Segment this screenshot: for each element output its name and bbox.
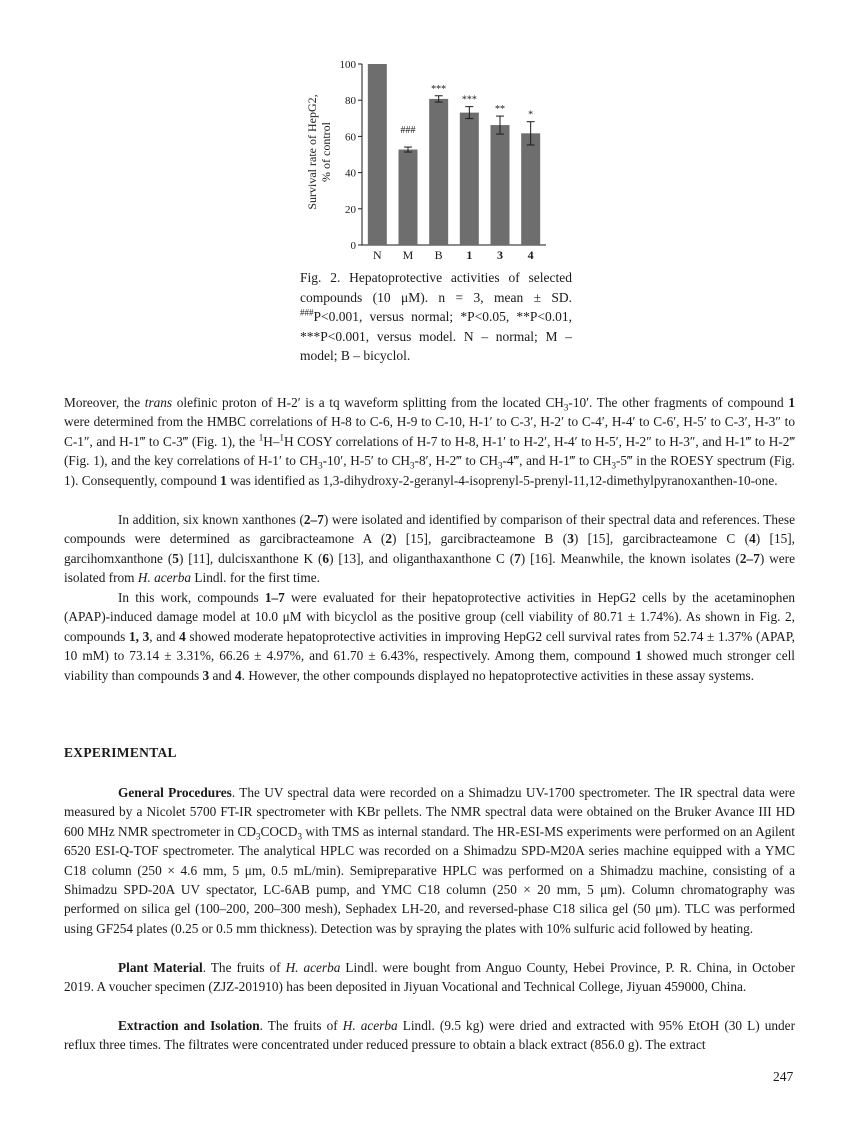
text-run: ) [11], dulcisxanthone K ( — [178, 550, 323, 566]
significance-label: ### — [400, 125, 416, 137]
bar — [368, 64, 387, 245]
species-name: H. acerba — [137, 570, 192, 586]
superscript: 1 — [258, 432, 264, 443]
paragraph-1 — [64, 393, 795, 490]
caption-line: ***P<0.001, versus model. N – normal; — [300, 328, 538, 344]
text-run: -5‴ in the ROESY spectrum (Fig. 1). Consequently, compound — [64, 453, 795, 488]
y-tick-label: 0 — [350, 240, 356, 252]
bar — [429, 99, 448, 245]
significance-label: *** — [461, 94, 477, 106]
compound-number: 3 — [202, 667, 210, 683]
y-tick-label: 40 — [345, 167, 356, 180]
x-category-label: 4 — [527, 248, 534, 262]
paragraph-general-procedures — [64, 783, 795, 938]
superscript: 1 — [279, 432, 284, 443]
text-run: . The fruits of — [259, 1018, 343, 1033]
subscript: 3 — [563, 402, 569, 413]
subscript: 3 — [256, 831, 261, 842]
text-run: olefinic proton of H-2′ is a tq waveform splitting from the located CH — [172, 395, 564, 410]
text-run: was identified as 1,3-dihydroxy-2-geranyl-4-isoprenyl-5-prenyl-11,12-dimethylpyranoxanthen-10-one. — [226, 472, 778, 488]
text-run: Lindl. (9.5 kg) were dried and extracted with 95% EtOH (30 L) under reflux three times. The filtrates were concentrated under reduced pressure to obtain a black extract (856.0 g). The extract — [64, 1018, 795, 1053]
compound-number: 2 — [385, 531, 392, 547]
text-run: H– — [263, 433, 280, 449]
subscript: 3 — [410, 460, 415, 471]
paragraph-3 — [64, 588, 795, 685]
text-run: with TMS as internal standard. The HR-ESI-MS experiments were performed on an Agilent 6520 ESI-Q-TOF spectrometer. The analytical HPLC was recorded on a Shimadzu SPD-M20A series machine equipped with a YMC C18 column (250 × 4.6 mm, 5 μm, 0.5 mL/min). Semipreparative HPLC was performed on a Shimadzu machine, consisting of a Shimadzu SPD-20A UV spectator, LC-6AB pump, and YMC C18 column (250 × 20 mm, 5 μm). Column chromatography was performed on silica gel (100–200, 200–300 mesh), Sephadex LH-20, and reversed-phase C18 silica gel (50 μm). TLC was performed using GF254 plates (0.25 or 0.5 mm thickness). Detection was by spraying the plates with 10% sulfuric acid followed by heating. — [64, 823, 795, 936]
x-category-label: 1 — [466, 248, 473, 262]
text-run: Moreover, the — [64, 395, 145, 410]
x-category-label: N — [372, 248, 382, 262]
bar — [491, 125, 510, 245]
compound-number: 5 — [172, 550, 179, 566]
y-tick-label: 20 — [345, 203, 356, 216]
compound-number: 1 — [635, 648, 642, 664]
caption-line: P<0.001, versus normal; *P<0.05, **P<0.01, — [313, 309, 572, 324]
y-tick-label: 100 — [339, 59, 356, 71]
paragraph-plant-material — [64, 958, 795, 997]
compound-number: 2–7 — [303, 512, 324, 527]
compound-number: 1–7 — [264, 590, 285, 605]
significance-label: *** — [431, 83, 447, 95]
y-tick-label: 60 — [345, 131, 356, 144]
text-run: ) were isolated from — [64, 550, 795, 586]
compound-number: 4 — [179, 628, 186, 644]
text-run: H COSY correlations of H-7 to H-8, H-1′ to H-2′, H-4′ to H-5′, H-2″ to H-3″, and H-1‴ to H-2‴ (Fig. 1), and the key correlations of H-1′ to CH — [64, 433, 795, 469]
text-run: ) [15], garcibracteamone C ( — [573, 531, 750, 547]
text-run: -10′. The other fragments of compound — [568, 395, 789, 410]
page-number: 247 — [773, 1069, 794, 1084]
caption-line: Fig. 2. Hepatoprotective activities of selected — [300, 270, 572, 285]
text-run: . The fruits of — [202, 960, 286, 975]
bar — [460, 113, 479, 245]
text-run: ) [15], garcibracteamone B ( — [392, 531, 568, 547]
paragraph-extraction-isolation — [64, 1016, 795, 1055]
text-run: ) [15], garcihomxanthone ( — [64, 531, 795, 566]
text-run: , and — [149, 628, 180, 644]
y-axis-ticks — [340, 59, 363, 252]
text-run: ) [13], and oliganthaxanthone C ( — [329, 550, 515, 566]
text-run: ) [16]. Meanwhile, the known isolates ( — [520, 550, 740, 566]
bars — [368, 64, 540, 245]
x-category-label: B — [434, 248, 443, 262]
caption-sup: ### — [300, 307, 314, 318]
subscript: 3 — [318, 460, 323, 471]
subscript: 3 — [498, 460, 503, 471]
text-run: were determined from the HMBC correlations of H-8 to C-6, H-9 to C-10, H-1′ to C-3′, H-2′ to C-4′, H-4′ to C-6′, H-5′ to C-3′, H-3″ to C-1″, and H-1‴ to C-3‴ (Fig. 1), the — [64, 414, 795, 449]
subscript: 3 — [297, 831, 302, 842]
x-category-label: 3 — [497, 248, 503, 262]
text-run: Lindl. were bought from Anguo County, Hebei Province, P. R. China, in October 2019. A voucher specimen (ZJZ-201910) has been deposited in Jiyuan Vocational and Technical College, Jiyuan 459000, China. — [64, 960, 795, 995]
section-heading: EXPERIMENTAL — [64, 745, 177, 760]
caption-line: compounds (10 μM). n = 3, mean ± SD. — [300, 289, 572, 305]
caption-line: M – model; B – bicyclol. — [300, 328, 572, 363]
text-run: and — [209, 667, 236, 683]
y-axis-label-line2: % of control — [319, 122, 333, 182]
compound-number: 4 — [749, 531, 756, 547]
text-run: showed much stronger cell viability than compounds — [64, 648, 795, 683]
text-run: showed moderate hepatoprotective activities in improving HepG2 cell survival rates from 52.74 ± 1.37% (APAP, 10 mM) to 73.14 ± 3.31%, 66.26 ± 4.97%, and 61.70 ± 6.43%, respectively. Among them, compound — [64, 628, 795, 664]
y-axis-label-line1: Survival rate of HepG2, — [305, 94, 319, 210]
compound-number: 3 — [567, 531, 574, 547]
figure-caption — [300, 268, 572, 366]
paragraph-2 — [64, 510, 795, 588]
text-run: . The UV spectral data were recorded on a Shimadzu UV-1700 spectrometer. The IR spectral data were measured by a Nicolet 5700 FT-IR spectrometer with KBr pellets. The NMR spectral data were obtained on the Bruker Avance III HD 600 MHz NMR spectrometer in CD — [64, 785, 795, 839]
subsection-title: General Procedures — [118, 785, 232, 800]
y-axis-label — [305, 94, 333, 209]
text-run: -4‴, and H-1‴ to CH — [502, 453, 612, 469]
subscript: 3 — [611, 460, 616, 471]
x-category-label: M — [402, 248, 414, 262]
text-run: -10′, H-5′ to CH — [322, 453, 411, 469]
y-tick-label: 80 — [345, 95, 356, 108]
compound-number: 1, 3 — [128, 628, 150, 644]
text-run: In this work, compounds — [118, 590, 265, 605]
bar — [399, 150, 418, 245]
compound-number: 1 — [788, 395, 795, 410]
compound-number: 4 — [235, 667, 242, 683]
text-run: . However, the other compounds displayed no hepatoprotective activities in these assay systems. — [241, 667, 755, 683]
species-name: H. acerba — [285, 960, 341, 975]
significance-label: ** — [495, 104, 505, 116]
species-name: H. acerba — [342, 1018, 398, 1033]
subsection-title: Extraction and Isolation — [118, 1018, 260, 1033]
text-run: Lindl. for the first time. — [191, 570, 320, 586]
compound-number: 7 — [514, 550, 521, 566]
compound-number: 2–7 — [739, 550, 760, 566]
chart-axes — [362, 64, 546, 245]
text-run: ) were isolated and identified by comparison of their spectral data and references. These compounds were determined as garcibracteamone A ( — [64, 512, 795, 547]
text-run: In addition, six known xanthones ( — [118, 512, 304, 527]
bar — [521, 133, 540, 245]
compound-number: 6 — [322, 550, 330, 566]
significance-label: * — [528, 109, 534, 121]
italic-run: trans — [144, 395, 173, 410]
subsection-title: Plant Material — [118, 960, 203, 975]
text-run: -8′, H-2‴ to CH — [414, 453, 498, 469]
text-run: were evaluated for their hepatoprotective activities in HepG2 cells by the acetaminophen (APAP)-induced damage model at 10.0 μM with bicyclol as the positive group (cell viability of 80.71 ± 1.74%). As shown in Fig. 2, compounds — [64, 590, 796, 644]
compound-number: 1 — [220, 472, 227, 488]
x-axis-categories — [373, 248, 534, 262]
text-run: COCD — [260, 823, 298, 839]
hepatoprotective-bar-chart — [300, 50, 560, 265]
